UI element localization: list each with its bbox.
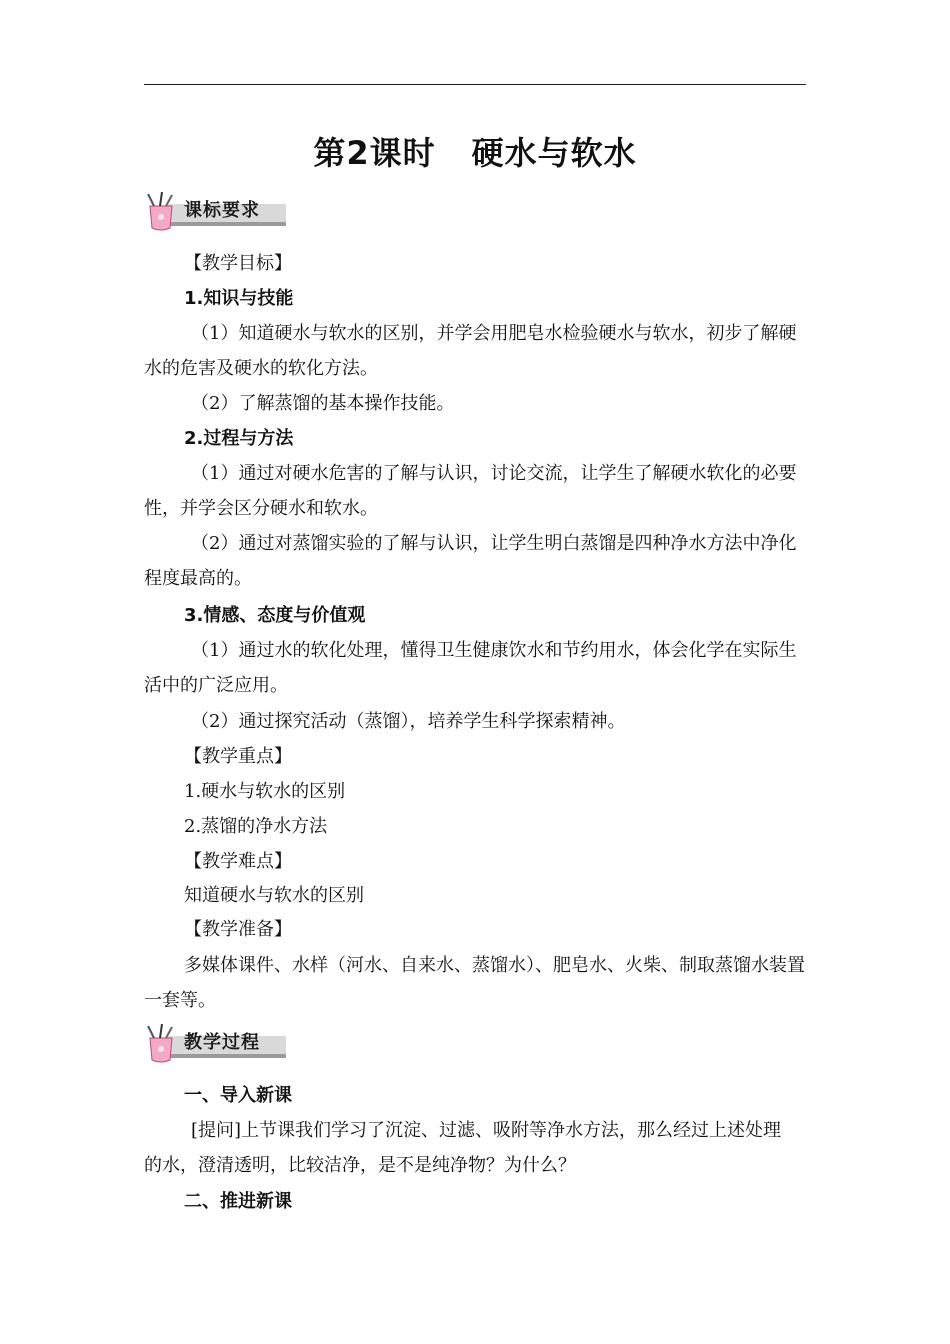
knowledge-skills-heading: 1.知识与技能 (184, 288, 294, 309)
goals-heading: 【教学目标】 (184, 253, 292, 274)
process-methods-heading: 2.过程与方法 (184, 428, 294, 449)
paragraph-line: 程度最高的。 (144, 568, 252, 589)
page-title (0, 128, 950, 174)
advance-heading: 二、推进新课 (184, 1191, 292, 1212)
section-badge-process (144, 1022, 290, 1064)
paragraph-line: （2）通过探究活动（蒸馏），培养学生科学探索精神。 (191, 711, 626, 732)
paragraph-line: 水的危害及硬水的软化方法。 (144, 358, 378, 379)
badge-label: 教学过程 (184, 1032, 260, 1053)
paragraph-line: 多媒体课件、水样（河水、自来水、蒸馏水）、肥皂水、火柴、制取蒸馏水装置 (184, 955, 805, 976)
header-rule (144, 84, 806, 85)
preparation-heading: 【教学准备】 (184, 919, 292, 940)
title-topic: 硬水与软水 (471, 134, 637, 172)
list-item: 1.硬水与软水的区别 (184, 781, 346, 802)
paragraph-line: 活中的广泛应用。 (144, 675, 288, 696)
list-item: 知道硬水与软水的区别 (184, 885, 364, 906)
paragraph-line: （2）通过对蒸馏实验的了解与认识，让学生明白蒸馏是四种净水方法中净化 (191, 533, 797, 554)
badge-label: 课标要求 (184, 200, 260, 221)
list-item: 2.蒸馏的净水方法 (184, 816, 328, 837)
paragraph-line: （1）知道硬水与软水的区别，并学会用肥皂水检验硬水与软水，初步了解硬 (191, 323, 797, 344)
paragraph-line: （1）通过水的软化处理，懂得卫生健康饮水和节约用水，体会化学在实际生 (191, 640, 797, 661)
paragraph-line: 一套等。 (144, 990, 216, 1011)
title-lesson-number: 第2课时 (313, 134, 436, 172)
section-badge-standards (144, 190, 290, 232)
paragraph-line: [提问]上节课我们学习了沉淀、过滤、吸附等净水方法，那么经过上述处理 (191, 1120, 782, 1141)
paragraph-line: 性，并学会区分硬水和软水。 (144, 498, 378, 519)
paragraph-line: 的水，澄清透明，比较洁净，是不是纯净物？为什么？ (144, 1155, 576, 1176)
paragraph-line: （2）了解蒸馏的基本操作技能。 (191, 393, 455, 414)
difficulty-heading: 【教学难点】 (184, 851, 292, 872)
attitude-values-heading: 3.情感、态度与价值观 (184, 605, 366, 626)
paragraph-line: （1）通过对硬水危害的了解与认识，讨论交流，让学生了解硬水软化的必要 (191, 463, 797, 484)
intro-heading: 一、导入新课 (184, 1085, 292, 1106)
key-points-heading: 【教学重点】 (184, 746, 292, 767)
